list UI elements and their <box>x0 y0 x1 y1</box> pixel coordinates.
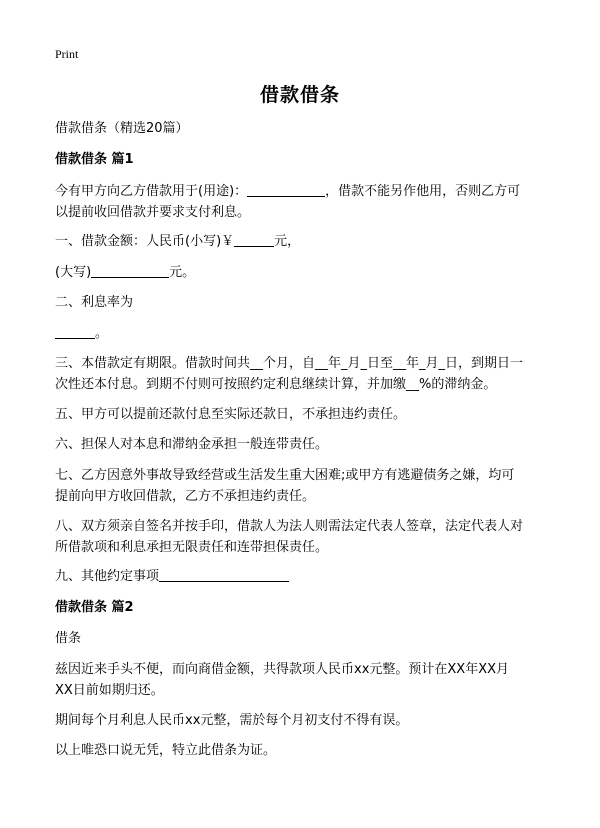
paragraph-iou-label: 借条 <box>55 631 82 646</box>
paragraph-other-terms <box>55 566 560 588</box>
paragraph-text: 九、其他约定事项 <box>55 569 160 584</box>
paragraph-signature-line-2: 所借款项和利息承担无限责任和连带担保责任。 <box>55 540 329 555</box>
paragraph-amount <box>55 231 560 253</box>
section-1-heading: 借款借条 篇1 <box>55 152 134 167</box>
paragraph-recall-line-1: 七、乙方因意外事故导致经营或生活发生重大困难;或甲方有逃避债务之嫌，均可 <box>55 468 515 483</box>
paragraph-early-repayment: 五、甲方可以提前还款付息至实际还款日，不承担违约责任。 <box>55 407 407 422</box>
paragraph-interest-blank <box>55 323 560 345</box>
blank-underline <box>91 263 169 278</box>
blank-underline <box>55 324 95 339</box>
paragraph-interest-rate: 二、利息率为 <box>55 295 134 310</box>
paragraph-text: 一、借款金额：人民币(小写)￥ <box>55 234 235 249</box>
blank-underline <box>247 182 325 197</box>
paragraph-purpose-line-1 <box>55 181 560 203</box>
paragraph-purpose-line-2: 以提前收回借款并要求支付利息。 <box>55 205 251 220</box>
paragraph-loan-line-2: XX日前如期归还。 <box>55 683 164 698</box>
print-link[interactable]: Print <box>55 47 79 61</box>
paragraph-guarantor: 六、担保人对本息和滞纳金承担一般连带责任。 <box>55 437 329 452</box>
paragraph-signature-line-1: 八、双方须亲自签名并按手印，借款人为法人则需法定代表人签章，法定代表人对 <box>55 519 524 534</box>
paragraph-text: ，借款不能另作他用，否则乙方可 <box>325 184 521 199</box>
section-2-heading: 借款借条 篇2 <box>55 600 134 615</box>
paragraph-amount-words <box>55 262 560 284</box>
blank-underline <box>234 232 274 247</box>
document-title: 借款借条 <box>259 84 340 106</box>
paragraph-term-line-1: 三、本借款定有期限。借款时间共__个月，自__年_月_日至__年_月_日，到期日一 <box>55 356 524 371</box>
paragraph-text: 元。 <box>169 265 196 280</box>
paragraph-monthly-interest: 期间每个月利息人民币xx元整，需於每个月初支付不得有误。 <box>55 713 409 728</box>
paragraph-loan-line-1: 兹因近来手头不便，而向商借金额，共得款项人民币xx元整。预计在XX年XX月 <box>55 662 510 677</box>
blank-underline <box>159 567 289 582</box>
paragraph-text: 元， <box>274 234 301 249</box>
paragraph-evidence: 以上唯恐口说无凭，特立此借条为证。 <box>55 743 277 758</box>
paragraph-term-line-2: 次性还本付息。到期不付则可按照约定利息继续计算，并加缴__%的滞纳金。 <box>55 377 497 392</box>
paragraph-text: 今有甲方向乙方借款用于(用途)： <box>55 184 248 199</box>
paragraph-recall-line-2: 提前向甲方收回借款，乙方不承担违约责任。 <box>55 489 316 504</box>
paragraph-text: (大写) <box>55 265 92 280</box>
document-subtitle: 借款借条（精选20篇） <box>55 121 189 136</box>
paragraph-text: 。 <box>95 326 109 341</box>
